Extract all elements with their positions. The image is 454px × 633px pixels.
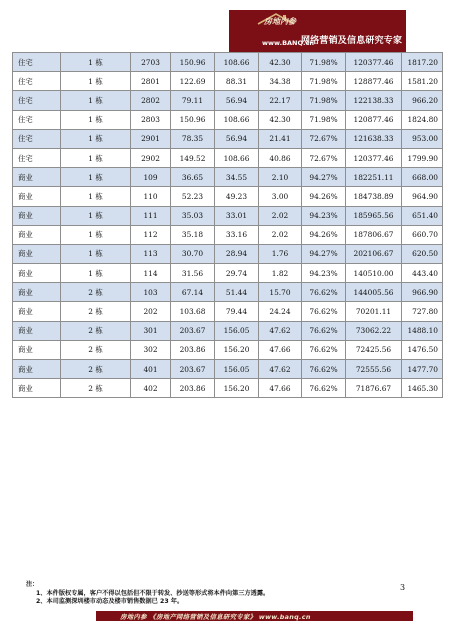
table-cell: 203.67 <box>171 360 215 379</box>
table-cell: 620.50 <box>402 244 443 263</box>
table-cell: 35.18 <box>171 225 215 244</box>
table-cell: 34.55 <box>215 168 259 187</box>
table-cell: 71.98% <box>302 72 346 91</box>
table-cell: 71876.67 <box>346 379 402 398</box>
note-item: 2、本司监测深圳楼市动态及楼市销售数据已 23 年。 <box>36 598 184 606</box>
table-body <box>13 53 443 398</box>
table-cell: 122.69 <box>171 72 215 91</box>
table-cell: 966.20 <box>402 91 443 110</box>
table-cell: 2801 <box>131 72 171 91</box>
table-cell: 47.66 <box>259 379 302 398</box>
notes-heading: 注： <box>26 581 39 588</box>
table-cell: 1476.50 <box>402 340 443 359</box>
table-cell: 2901 <box>131 129 171 148</box>
table-cell: 1 栋 <box>61 206 131 225</box>
table-cell: 47.62 <box>259 321 302 340</box>
table-cell: 住宅 <box>13 148 61 167</box>
table-cell: 1 栋 <box>61 129 131 148</box>
table-cell: 49.23 <box>215 187 259 206</box>
table-cell: 109 <box>131 168 171 187</box>
brand-name: 房地内参 <box>264 16 296 26</box>
table-row <box>13 53 443 72</box>
table-cell: 1817.20 <box>402 53 443 72</box>
table-cell: 76.62% <box>302 302 346 321</box>
table-cell: 52.23 <box>171 187 215 206</box>
table-cell: 402 <box>131 379 171 398</box>
table-row <box>13 148 443 167</box>
table-cell: 2 栋 <box>61 283 131 302</box>
table-cell: 51.44 <box>215 283 259 302</box>
table-cell: 110 <box>131 187 171 206</box>
table-cell: 商业 <box>13 187 61 206</box>
table-cell: 2802 <box>131 91 171 110</box>
table-cell: 185965.56 <box>346 206 402 225</box>
table-cell: 150.96 <box>171 110 215 129</box>
table-cell: 35.03 <box>171 206 215 225</box>
table-cell: 36.65 <box>171 168 215 187</box>
table-cell: 29.74 <box>215 264 259 283</box>
table-cell: 商业 <box>13 168 61 187</box>
table-cell: 2703 <box>131 53 171 72</box>
table-cell: 94.27% <box>302 244 346 263</box>
table-cell: 71.98% <box>302 91 346 110</box>
table-cell: 商业 <box>13 283 61 302</box>
table-cell: 966.90 <box>402 283 443 302</box>
table-row <box>13 360 443 379</box>
table-cell: 401 <box>131 360 171 379</box>
table-row <box>13 244 443 263</box>
table-cell: 商业 <box>13 379 61 398</box>
table-row <box>13 206 443 225</box>
table-cell: 112 <box>131 225 171 244</box>
table-cell: 71.98% <box>302 110 346 129</box>
table-cell: 94.23% <box>302 206 346 225</box>
note-item: 1、本件版权专属，客户不得以包括但不限于转发、抄送等形式将本件向第三方透露。 <box>36 589 270 597</box>
table-cell: 2902 <box>131 148 171 167</box>
table-cell: 1 栋 <box>61 225 131 244</box>
table-cell: 2.02 <box>259 225 302 244</box>
table-row <box>13 168 443 187</box>
table-cell: 88.31 <box>215 72 259 91</box>
table-cell: 182251.11 <box>346 168 402 187</box>
table-cell: 1.82 <box>259 264 302 283</box>
table-cell: 商业 <box>13 264 61 283</box>
table-cell: 94.23% <box>302 264 346 283</box>
table-cell: 727.80 <box>402 302 443 321</box>
table-cell: 156.05 <box>215 360 259 379</box>
table-cell: 94.26% <box>302 225 346 244</box>
table-cell: 1 栋 <box>61 53 131 72</box>
table-row <box>13 225 443 244</box>
table-cell: 3.00 <box>259 187 302 206</box>
table-cell: 76.62% <box>302 360 346 379</box>
table-cell: 76.62% <box>302 379 346 398</box>
table-cell: 203.86 <box>171 379 215 398</box>
table-cell: 184738.89 <box>346 187 402 206</box>
table-cell: 203.67 <box>171 321 215 340</box>
table-cell: 商业 <box>13 321 61 340</box>
table-row <box>13 379 443 398</box>
table-cell: 1 栋 <box>61 244 131 263</box>
table-cell: 33.16 <box>215 225 259 244</box>
table-cell: 商业 <box>13 302 61 321</box>
table-cell: 113 <box>131 244 171 263</box>
table-cell: 30.70 <box>171 244 215 263</box>
table-cell: 47.62 <box>259 360 302 379</box>
table-cell: 72425.56 <box>346 340 402 359</box>
table-cell: 住宅 <box>13 72 61 91</box>
table-cell: 76.62% <box>302 321 346 340</box>
table-cell: 2 栋 <box>61 360 131 379</box>
table-cell: 1824.80 <box>402 110 443 129</box>
table-cell: 2803 <box>131 110 171 129</box>
table-row <box>13 340 443 359</box>
table-cell: 商业 <box>13 340 61 359</box>
table-row <box>13 283 443 302</box>
table-cell: 2.02 <box>259 206 302 225</box>
table-cell: 73062.22 <box>346 321 402 340</box>
table-row <box>13 129 443 148</box>
table-cell: 住宅 <box>13 110 61 129</box>
table-cell: 156.05 <box>215 321 259 340</box>
table-cell: 1465.30 <box>402 379 443 398</box>
table-row <box>13 72 443 91</box>
table-cell: 2 栋 <box>61 321 131 340</box>
table-cell: 76.62% <box>302 283 346 302</box>
table-cell: 1477.70 <box>402 360 443 379</box>
table-cell: 651.40 <box>402 206 443 225</box>
table-cell: 31.56 <box>171 264 215 283</box>
table-cell: 108.66 <box>215 110 259 129</box>
table-cell: 72.67% <box>302 129 346 148</box>
brand-url: www.BANQ.cn <box>262 39 314 47</box>
table-cell: 33.01 <box>215 206 259 225</box>
footer-text: 房地内参 《房地产网络营销及信息研究专家》 www.banq.cn <box>120 613 311 621</box>
table-row <box>13 187 443 206</box>
page-number: 3 <box>400 583 406 592</box>
table-cell: 79.44 <box>215 302 259 321</box>
table-cell: 1 栋 <box>61 264 131 283</box>
table-cell: 24.24 <box>259 302 302 321</box>
table-cell: 67.14 <box>171 283 215 302</box>
table-cell: 2 栋 <box>61 340 131 359</box>
table-cell: 15.70 <box>259 283 302 302</box>
table-cell: 47.66 <box>259 340 302 359</box>
table-cell: 72.67% <box>302 148 346 167</box>
table-cell: 21.41 <box>259 129 302 148</box>
table-cell: 71.98% <box>302 53 346 72</box>
table-cell: 111 <box>131 206 171 225</box>
table-cell: 103.68 <box>171 302 215 321</box>
sales-table <box>12 52 443 398</box>
table-cell: 1488.10 <box>402 321 443 340</box>
table-cell: 1 栋 <box>61 72 131 91</box>
table-row <box>13 264 443 283</box>
table-cell: 2 栋 <box>61 379 131 398</box>
table-cell: 商业 <box>13 206 61 225</box>
table-cell: 156.20 <box>215 379 259 398</box>
table-cell: 商业 <box>13 225 61 244</box>
table-cell: 1581.20 <box>402 72 443 91</box>
table-cell: 78.35 <box>171 129 215 148</box>
table-cell: 70201.11 <box>346 302 402 321</box>
table-cell: 122138.33 <box>346 91 402 110</box>
table-cell: 72555.56 <box>346 360 402 379</box>
table-cell: 149.52 <box>171 148 215 167</box>
table-cell: 1 栋 <box>61 91 131 110</box>
table-cell: 1 栋 <box>61 110 131 129</box>
table-cell: 108.66 <box>215 53 259 72</box>
table-cell: 150.96 <box>171 53 215 72</box>
table-cell: 120877.46 <box>346 110 402 129</box>
table-cell: 1.76 <box>259 244 302 263</box>
table-cell: 34.38 <box>259 72 302 91</box>
table-row <box>13 91 443 110</box>
table-cell: 1 栋 <box>61 187 131 206</box>
table-cell: 120377.46 <box>346 148 402 167</box>
table-cell: 76.62% <box>302 340 346 359</box>
table-row <box>13 110 443 129</box>
table-cell: 660.70 <box>402 225 443 244</box>
table-cell: 202106.67 <box>346 244 402 263</box>
banner-title: 网络营销及信息研究专家 <box>301 36 403 46</box>
table-cell: 953.00 <box>402 129 443 148</box>
table-cell: 187806.67 <box>346 225 402 244</box>
table-cell: 79.11 <box>171 91 215 110</box>
table-cell: 203.86 <box>171 340 215 359</box>
table-cell: 28.94 <box>215 244 259 263</box>
table-cell: 301 <box>131 321 171 340</box>
table-cell: 56.94 <box>215 129 259 148</box>
table-cell: 156.20 <box>215 340 259 359</box>
table-cell: 302 <box>131 340 171 359</box>
table-cell: 964.90 <box>402 187 443 206</box>
table-cell: 140510.00 <box>346 264 402 283</box>
table-cell: 22.17 <box>259 91 302 110</box>
table-row <box>13 302 443 321</box>
table-cell: 商业 <box>13 360 61 379</box>
table-cell: 668.00 <box>402 168 443 187</box>
table-cell: 住宅 <box>13 91 61 110</box>
table-cell: 1 栋 <box>61 168 131 187</box>
table-cell: 1 栋 <box>61 148 131 167</box>
table-cell: 2 栋 <box>61 302 131 321</box>
table-cell: 1799.90 <box>402 148 443 167</box>
table-cell: 121638.33 <box>346 129 402 148</box>
notes <box>26 581 269 607</box>
table-cell: 42.30 <box>259 110 302 129</box>
table-cell: 202 <box>131 302 171 321</box>
table-cell: 103 <box>131 283 171 302</box>
table-row <box>13 321 443 340</box>
table-cell: 40.86 <box>259 148 302 167</box>
table-cell: 商业 <box>13 244 61 263</box>
table-cell: 114 <box>131 264 171 283</box>
table-cell: 128877.46 <box>346 72 402 91</box>
table-cell: 住宅 <box>13 129 61 148</box>
table-cell: 108.66 <box>215 148 259 167</box>
table-cell: 2.10 <box>259 168 302 187</box>
table-cell: 56.94 <box>215 91 259 110</box>
table-cell: 120377.46 <box>346 53 402 72</box>
table-cell: 94.27% <box>302 168 346 187</box>
table-cell: 94.26% <box>302 187 346 206</box>
table-cell: 443.40 <box>402 264 443 283</box>
table-cell: 住宅 <box>13 53 61 72</box>
table-cell: 42.30 <box>259 53 302 72</box>
table-cell: 144005.56 <box>346 283 402 302</box>
